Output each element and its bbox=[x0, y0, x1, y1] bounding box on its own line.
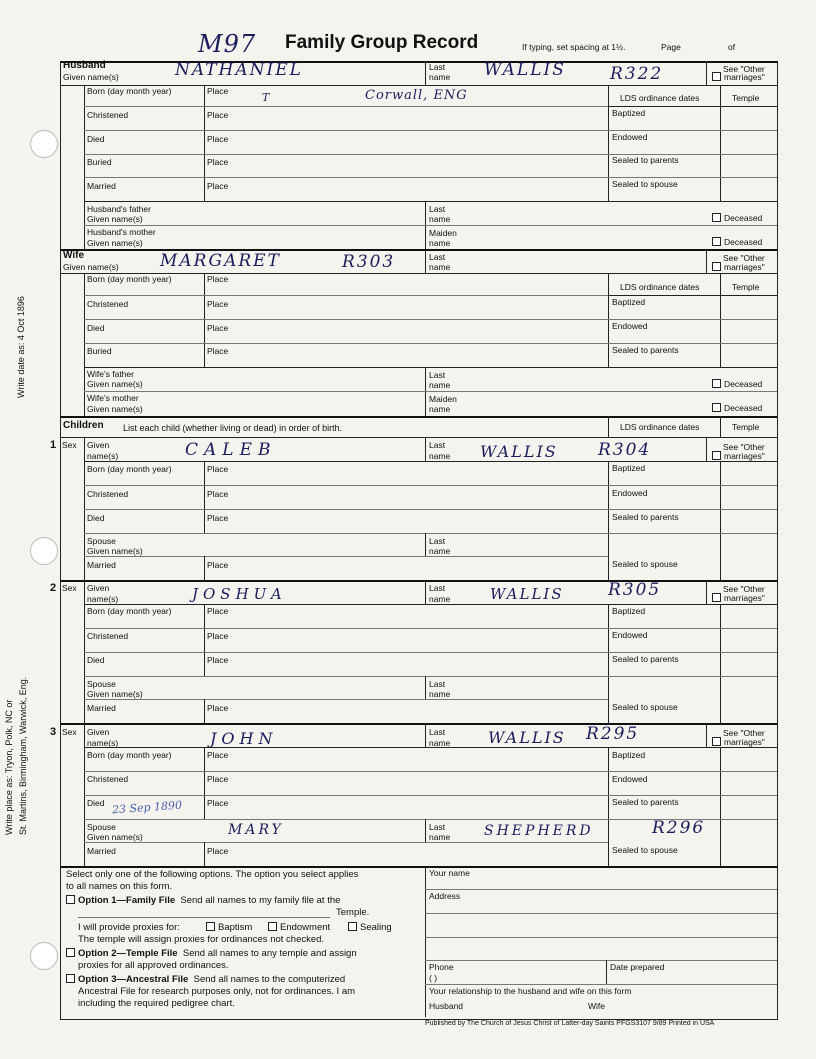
husband-mother-deceased[interactable]: Deceased bbox=[712, 237, 762, 247]
wife-mother-deceased[interactable]: Deceased bbox=[712, 403, 762, 413]
checkbox[interactable] bbox=[268, 922, 277, 931]
husband-other-marriages[interactable]: marriages" bbox=[712, 72, 765, 82]
proxy-endowment[interactable]: Endowment bbox=[268, 922, 330, 934]
child-3-last[interactable]: WALLIS bbox=[488, 728, 566, 747]
option-2[interactable]: Option 2—Temple File Send all names to any temple and assign bbox=[66, 948, 357, 960]
husband-last-label: Last bbox=[429, 62, 446, 72]
checkbox[interactable] bbox=[712, 379, 721, 388]
proxy-baptism[interactable]: Baptism bbox=[206, 922, 252, 934]
husband-heading: Husband bbox=[63, 60, 106, 71]
checkbox[interactable] bbox=[66, 948, 75, 957]
date-prepared-label: Date prepared bbox=[610, 962, 665, 972]
address-label: Address bbox=[429, 891, 461, 901]
checkbox[interactable] bbox=[66, 895, 75, 904]
husband-given[interactable]: NATHANIEL bbox=[175, 60, 303, 80]
checkbox[interactable] bbox=[712, 237, 721, 246]
wife-father-deceased[interactable]: Deceased bbox=[712, 379, 762, 389]
page-label: Page bbox=[661, 42, 681, 52]
wife-heading: Wife bbox=[63, 250, 85, 261]
footer-published: Published by The Church of Jesus Christ of Latter-day Saints PFGS3107 9/89 Printed in USA bbox=[425, 1020, 715, 1027]
wife-other-marriages[interactable]: marriages" bbox=[712, 262, 765, 272]
punch-hole bbox=[30, 537, 58, 565]
husband-given-label: Given name(s) bbox=[63, 72, 119, 82]
write-place-note: Write place as: Tryon, Polk, NC or bbox=[4, 699, 14, 835]
proxy-sealing[interactable]: Sealing bbox=[348, 922, 392, 934]
child-3-spouse-last[interactable]: SHEPHERD bbox=[484, 823, 594, 839]
child-3-died-date[interactable]: 23 Sep 1890 bbox=[111, 798, 183, 817]
relationship-label: Your relationship to the husband and wife on this form bbox=[429, 986, 632, 996]
husband-last[interactable]: WALLIS bbox=[484, 60, 566, 80]
phone-label: Phone bbox=[429, 962, 454, 972]
wife-given[interactable]: MARGARET bbox=[160, 251, 281, 271]
options-intro: Select only one of the following options. The option you select applies bbox=[66, 869, 359, 880]
write-date-note: Write date as: 4 Oct 1896 bbox=[16, 296, 26, 398]
child-2-other-marriages[interactable]: marriages" bbox=[712, 593, 765, 603]
children-heading: Children bbox=[63, 420, 104, 431]
child-3-ref[interactable]: R295 bbox=[586, 724, 640, 744]
child-2-ref[interactable]: R305 bbox=[608, 580, 662, 600]
child-3-spouse-given[interactable]: MARY bbox=[228, 822, 284, 838]
husband-born-mark[interactable]: T bbox=[262, 91, 272, 104]
child-3-other-marriages[interactable]: marriages" bbox=[712, 737, 765, 747]
checkbox[interactable] bbox=[712, 737, 721, 746]
child-1-other-marriages[interactable]: marriages" bbox=[712, 451, 765, 461]
wife-ref[interactable]: R303 bbox=[342, 252, 396, 272]
checkbox[interactable] bbox=[712, 213, 721, 222]
your-name-label: Your name bbox=[429, 868, 470, 878]
checkbox[interactable] bbox=[348, 922, 357, 931]
checkbox[interactable] bbox=[206, 922, 215, 931]
option-3[interactable]: Option 3—Ancestral File Send all names to the computerized bbox=[66, 974, 345, 986]
husband-born-place[interactable]: Corwall, ENG bbox=[365, 88, 468, 103]
child-2-last[interactable]: WALLIS bbox=[490, 585, 564, 603]
checkbox[interactable] bbox=[712, 593, 721, 602]
punch-hole bbox=[30, 942, 58, 970]
child-1-given[interactable]: CALEB bbox=[185, 440, 277, 460]
checkbox[interactable] bbox=[712, 72, 721, 81]
child-1-ref[interactable]: R304 bbox=[598, 440, 652, 460]
child-3-spouse-ref[interactable]: R296 bbox=[652, 818, 706, 838]
option-1[interactable]: Option 1—Family File Send all names to my family file at the bbox=[66, 895, 340, 907]
page-title: Family Group Record bbox=[285, 32, 479, 53]
write-place-note-2: St. Martins, Birmingham, Warwick, Eng. bbox=[18, 676, 28, 835]
child-2-given[interactable]: JOSHUA bbox=[192, 585, 287, 603]
typing-note: If typing, set spacing at 1½. bbox=[522, 42, 626, 52]
checkbox[interactable] bbox=[712, 262, 721, 271]
child-3-given[interactable]: JOHN bbox=[210, 729, 278, 748]
children-note: List each child (whether living or dead) in order of birth. bbox=[123, 423, 343, 433]
checkbox[interactable] bbox=[712, 403, 721, 412]
husband-ref[interactable]: R322 bbox=[610, 64, 664, 84]
punch-hole bbox=[30, 130, 58, 158]
file-code: M97 bbox=[198, 30, 257, 58]
of-label: of bbox=[728, 42, 736, 52]
husband-father-deceased[interactable]: Deceased bbox=[712, 213, 762, 223]
checkbox[interactable] bbox=[712, 451, 721, 460]
checkbox[interactable] bbox=[66, 974, 75, 983]
child-1-last[interactable]: WALLIS bbox=[480, 442, 558, 461]
